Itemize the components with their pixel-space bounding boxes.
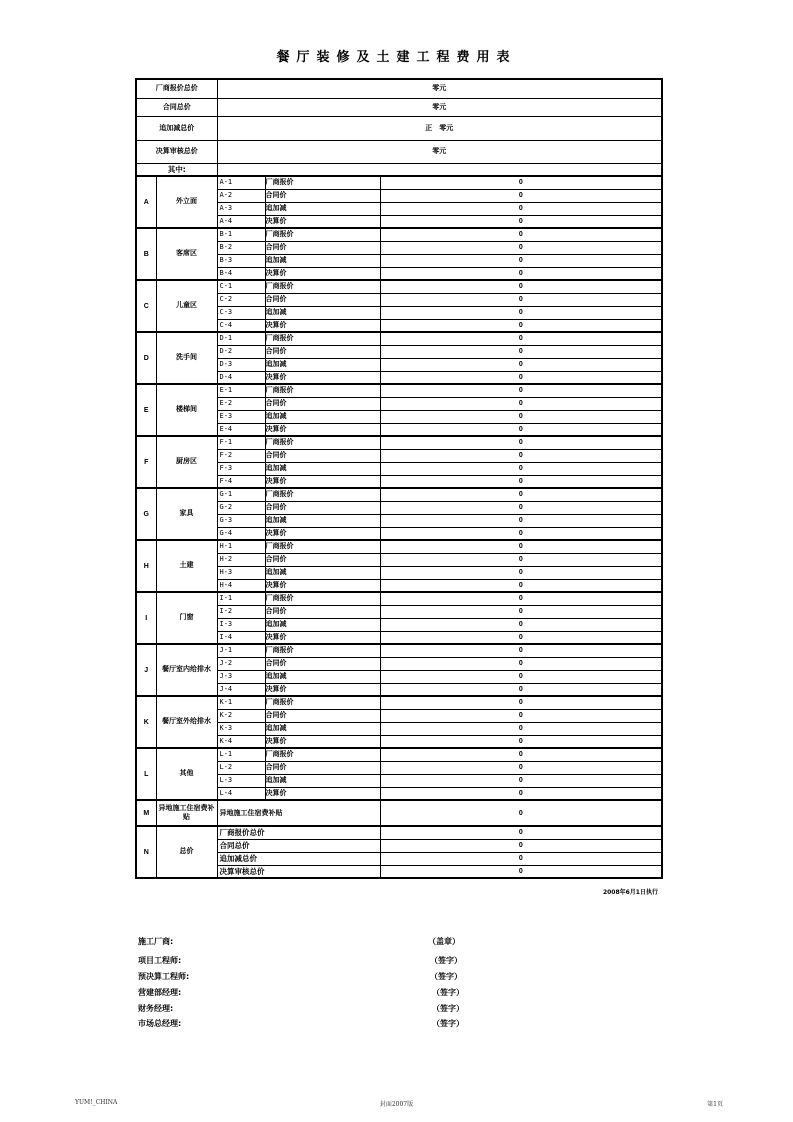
item-value: 0 (380, 189, 662, 202)
item-desc: 决算价 (265, 683, 380, 696)
item-value: 0 (380, 397, 662, 410)
item-desc: 合同价 (265, 449, 380, 462)
item-code: D-1 (217, 332, 265, 345)
item-value: 0 (380, 410, 662, 423)
section-name: 门窗 (156, 592, 217, 644)
footer-left: YUM!_CHINA (75, 1099, 118, 1106)
section-name: 餐厅室外给排水 (156, 696, 217, 748)
item-code: H-3 (217, 566, 265, 579)
item-desc: 追加减 (265, 462, 380, 475)
item-code: D-2 (217, 345, 265, 358)
item-row (136, 332, 662, 345)
item-code: E-2 (217, 397, 265, 410)
item-row (136, 176, 662, 189)
total-desc: 追加减总价 (217, 852, 380, 865)
item-desc: 厂商报价 (265, 228, 380, 241)
item-value: 0 (380, 345, 662, 358)
effective-date-note: 2008年6月1日执行 (602, 889, 658, 896)
summary-label: 厂商报价总价 (136, 79, 217, 98)
item-value: 0 (380, 215, 662, 228)
signature-tag: （签字） (432, 1019, 464, 1028)
signature-label: 施工厂商: (138, 937, 174, 946)
item-code: B-1 (217, 228, 265, 241)
item-desc: 厂商报价 (265, 176, 380, 189)
item-row (136, 488, 662, 501)
item-desc: 厂商报价 (265, 488, 380, 501)
item-row (136, 228, 662, 241)
item-value: 0 (380, 514, 662, 527)
item-desc: 合同价 (265, 501, 380, 514)
item-code: H-2 (217, 553, 265, 566)
item-code: E-1 (217, 384, 265, 397)
item-desc: 决算价 (265, 579, 380, 592)
total-value: 0 (380, 852, 662, 865)
item-desc: 厂商报价 (265, 540, 380, 553)
item-value: 0 (380, 579, 662, 592)
item-code: F-4 (217, 475, 265, 488)
item-desc: 合同价 (265, 293, 380, 306)
total-value: 0 (380, 839, 662, 852)
summary-value: 零元 (217, 79, 662, 98)
section-name: 总价 (156, 826, 217, 878)
item-code: D-4 (217, 371, 265, 384)
item-desc: 合同价 (265, 761, 380, 774)
item-desc: 决算价 (265, 423, 380, 436)
item-desc: 异地施工住宿费补贴 (217, 800, 380, 826)
footer-right: 第1页 (707, 1101, 723, 1108)
item-value: 0 (380, 618, 662, 631)
item-desc: 决算价 (265, 267, 380, 280)
item-code: I-3 (217, 618, 265, 631)
item-value: 0 (380, 436, 662, 449)
item-value: 0 (380, 553, 662, 566)
total-value: 0 (380, 865, 662, 878)
item-desc: 追加减 (265, 722, 380, 735)
item-value: 0 (380, 774, 662, 787)
item-code: C-2 (217, 293, 265, 306)
section-name: 家具 (156, 488, 217, 540)
section-letter: K (136, 696, 156, 748)
item-desc: 厂商报价 (265, 384, 380, 397)
item-code: L-3 (217, 774, 265, 787)
section-letter: B (136, 228, 156, 280)
item-value: 0 (380, 241, 662, 254)
item-value: 0 (380, 696, 662, 709)
item-value: 0 (380, 371, 662, 384)
item-value: 0 (380, 423, 662, 436)
item-desc: 厂商报价 (265, 436, 380, 449)
item-code: A-4 (217, 215, 265, 228)
summary-row (136, 79, 662, 98)
item-desc: 合同价 (265, 657, 380, 670)
summary-row (136, 116, 662, 140)
item-value: 0 (380, 332, 662, 345)
item-value: 0 (380, 358, 662, 371)
item-code: D-3 (217, 358, 265, 371)
item-code: A-1 (217, 176, 265, 189)
section-letter: H (136, 540, 156, 592)
item-value: 0 (380, 683, 662, 696)
item-desc: 追加减 (265, 774, 380, 787)
item-value: 0 (380, 475, 662, 488)
summary-value: 正 零元 (217, 116, 662, 140)
item-value: 0 (380, 735, 662, 748)
item-desc: 合同价 (265, 397, 380, 410)
section-name: 外立面 (156, 176, 217, 228)
total-desc: 决算审核总价 (217, 865, 380, 878)
item-value: 0 (380, 488, 662, 501)
item-desc: 追加减 (265, 670, 380, 683)
item-value: 0 (380, 709, 662, 722)
item-value: 0 (380, 462, 662, 475)
item-desc: 合同价 (265, 605, 380, 618)
among-row (136, 163, 662, 176)
signature-tag: （盖章） (428, 937, 460, 946)
item-code: F-1 (217, 436, 265, 449)
total-desc: 合同总价 (217, 839, 380, 852)
item-code: K-2 (217, 709, 265, 722)
item-code: B-3 (217, 254, 265, 267)
item-code: L-4 (217, 787, 265, 800)
item-value: 0 (380, 306, 662, 319)
item-desc: 决算价 (265, 371, 380, 384)
item-code: J-2 (217, 657, 265, 670)
item-code: H-1 (217, 540, 265, 553)
item-value: 0 (380, 280, 662, 293)
item-value: 0 (380, 319, 662, 332)
item-value: 0 (380, 657, 662, 670)
footer-center: 封面2007版 (379, 1101, 414, 1108)
section-name: 客席区 (156, 228, 217, 280)
summary-value: 零元 (217, 98, 662, 116)
item-value: 0 (380, 228, 662, 241)
section-letter: G (136, 488, 156, 540)
section-letter: M (136, 800, 156, 826)
item-desc: 追加减 (265, 566, 380, 579)
item-desc: 决算价 (265, 631, 380, 644)
among-label: 其中: (136, 163, 217, 176)
item-value: 0 (380, 293, 662, 306)
summary-label: 合同总价 (136, 98, 217, 116)
signature-tag: （签字） (432, 988, 464, 997)
section-name: 厨房区 (156, 436, 217, 488)
summary-label: 追加减总价 (136, 116, 217, 140)
section-name: 餐厅室内给排水 (156, 644, 217, 696)
section-name: 异地施工住宿费补贴 (156, 800, 217, 826)
item-value: 0 (380, 748, 662, 761)
item-code: G-2 (217, 501, 265, 514)
section-letter: F (136, 436, 156, 488)
item-value: 0 (380, 254, 662, 267)
section-name: 土建 (156, 540, 217, 592)
item-value: 0 (380, 176, 662, 189)
item-desc: 追加减 (265, 358, 380, 371)
item-code: A-3 (217, 202, 265, 215)
item-code: L-2 (217, 761, 265, 774)
item-value: 0 (380, 787, 662, 800)
item-value: 0 (380, 761, 662, 774)
signature-tag: （签字） (432, 1004, 464, 1013)
item-desc: 厂商报价 (265, 280, 380, 293)
signature-label: 项目工程师: (138, 956, 182, 965)
item-desc: 决算价 (265, 319, 380, 332)
item-desc: 合同价 (265, 345, 380, 358)
item-desc: 厂商报价 (265, 592, 380, 605)
total-value: 0 (380, 826, 662, 839)
item-code: E-3 (217, 410, 265, 423)
item-row (136, 748, 662, 761)
item-desc: 合同价 (265, 553, 380, 566)
item-code: J-4 (217, 683, 265, 696)
item-desc: 合同价 (265, 189, 380, 202)
section-letter: C (136, 280, 156, 332)
item-code: A-2 (217, 189, 265, 202)
item-value: 0 (380, 501, 662, 514)
item-value: 0 (380, 722, 662, 735)
item-desc: 追加减 (265, 618, 380, 631)
page-title: 餐厅装修及土建工程费用表 (276, 50, 517, 65)
summary-value: 零元 (217, 140, 662, 163)
item-value: 0 (380, 566, 662, 579)
item-value: 0 (380, 540, 662, 553)
item-row (136, 280, 662, 293)
section-letter: D (136, 332, 156, 384)
signature-tag: （签字） (430, 972, 462, 981)
item-desc: 决算价 (265, 475, 380, 488)
section-m-row (136, 800, 662, 826)
item-code: K-4 (217, 735, 265, 748)
signature-label: 财务经理: (138, 1004, 174, 1013)
item-code: F-2 (217, 449, 265, 462)
item-desc: 合同价 (265, 241, 380, 254)
item-value: 0 (380, 592, 662, 605)
item-code: C-1 (217, 280, 265, 293)
item-value: 0 (380, 202, 662, 215)
section-letter: L (136, 748, 156, 800)
item-code: I-1 (217, 592, 265, 605)
item-code: G-4 (217, 527, 265, 540)
item-code: L-1 (217, 748, 265, 761)
item-code: K-1 (217, 696, 265, 709)
item-desc: 决算价 (265, 735, 380, 748)
item-code: K-3 (217, 722, 265, 735)
item-row (136, 592, 662, 605)
item-code: G-1 (217, 488, 265, 501)
item-row (136, 540, 662, 553)
item-code: F-3 (217, 462, 265, 475)
item-code: I-2 (217, 605, 265, 618)
item-code: J-3 (217, 670, 265, 683)
total-desc: 厂商报价总价 (217, 826, 380, 839)
section-name: 其他 (156, 748, 217, 800)
item-code: J-1 (217, 644, 265, 657)
item-row (136, 696, 662, 709)
item-value: 0 (380, 670, 662, 683)
item-value: 0 (380, 644, 662, 657)
item-code: C-3 (217, 306, 265, 319)
signature-label: 市场总经理: (138, 1019, 182, 1028)
item-desc: 合同价 (265, 709, 380, 722)
item-desc: 追加减 (265, 410, 380, 423)
item-desc: 追加减 (265, 254, 380, 267)
item-value: 0 (380, 267, 662, 280)
signature-tag: （签字） (430, 956, 462, 965)
item-value: 0 (380, 527, 662, 540)
item-code: C-4 (217, 319, 265, 332)
item-desc: 厂商报价 (265, 332, 380, 345)
item-value: 0 (380, 800, 662, 826)
item-value: 0 (380, 384, 662, 397)
item-value: 0 (380, 449, 662, 462)
section-name: 儿童区 (156, 280, 217, 332)
item-desc: 厂商报价 (265, 644, 380, 657)
signature-label: 营建部经理: (138, 988, 182, 997)
item-desc: 追加减 (265, 514, 380, 527)
item-row (136, 436, 662, 449)
summary-label: 决算审核总价 (136, 140, 217, 163)
item-desc: 厂商报价 (265, 748, 380, 761)
item-desc: 决算价 (265, 787, 380, 800)
item-value: 0 (380, 631, 662, 644)
section-letter: I (136, 592, 156, 644)
item-row (136, 644, 662, 657)
item-value: 0 (380, 605, 662, 618)
item-code: E-4 (217, 423, 265, 436)
item-code: G-3 (217, 514, 265, 527)
item-row (136, 384, 662, 397)
section-letter: E (136, 384, 156, 436)
cost-table (135, 78, 663, 879)
item-code: H-4 (217, 579, 265, 592)
section-name: 洗手间 (156, 332, 217, 384)
item-code: B-2 (217, 241, 265, 254)
among-blank (217, 163, 662, 176)
section-letter: A (136, 176, 156, 228)
item-desc: 决算价 (265, 527, 380, 540)
total-row (136, 826, 662, 839)
section-letter: J (136, 644, 156, 696)
item-code: B-4 (217, 267, 265, 280)
summary-row (136, 98, 662, 116)
item-desc: 厂商报价 (265, 696, 380, 709)
summary-row (136, 140, 662, 163)
signature-label: 预决算工程师: (138, 972, 190, 981)
section-letter: N (136, 826, 156, 878)
item-desc: 追加减 (265, 306, 380, 319)
section-name: 楼梯间 (156, 384, 217, 436)
item-code: I-4 (217, 631, 265, 644)
item-desc: 决算价 (265, 215, 380, 228)
item-desc: 追加减 (265, 202, 380, 215)
